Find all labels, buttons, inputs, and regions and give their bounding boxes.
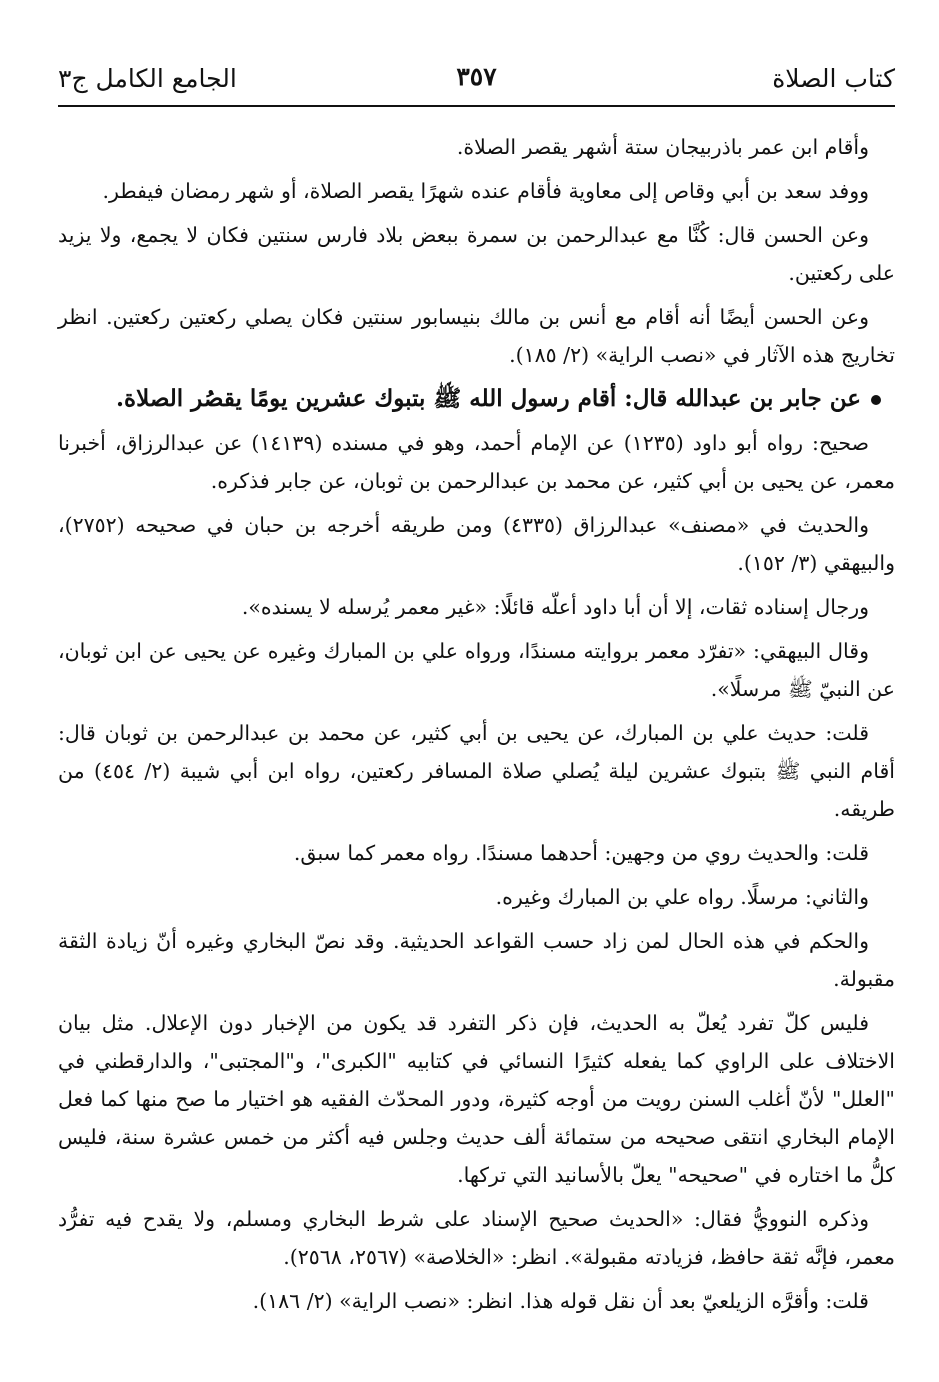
bullet-icon [871, 395, 881, 405]
series-title: الجامع الكامل ج٣ [58, 64, 237, 93]
paragraph: وذكره النوويُّ فقال: «الحديث صحيح الإسناد على شرط البخاري ومسلم، ولا يقدح فيه تفرُّد معمر، فإنَّه ثقة حافظ، فزيادته مقبولة». انظر: «الخلاصة» (٢٥٦٧، ٢٥٦٨). [58, 1207, 895, 1269]
paragraph: وأقام ابن عمر باذربيجان ستة أشهر يقصر الصلاة. [456, 135, 869, 159]
paragraph: صحيح: رواه أبو داود (١٢٣٥) عن الإمام أحمد، وهو في مسنده (١٤١٣٩) عن عبدالرزاق، أخبرنا معمر، عن يحيى بن أبي كثير، عن محمد بن عبدالرحمن بن ثوبان، عن جابر فذكره. [58, 431, 895, 493]
paragraph: قلت: وأقرَّه الزيلعيّ بعد أن نقل قوله هذا. انظر: «نصب الراية» (٢/ ١٨٦). [252, 1289, 869, 1313]
paragraph: والحكم في هذه الحال لمن زاد حسب القواعد الحديثية. وقد نصّ البخاري وغيره أنّ زيادة الثقة مقبولة. [58, 929, 895, 991]
paragraph: والثاني: مرسلًا. رواه علي بن المبارك وغيره. [495, 885, 869, 909]
paragraph: قلت: حديث علي بن المبارك، عن يحيى بن أبي كثير، عن محمد بن عبدالرحمن بن ثوبان قال: أقام النبي ﷺ بتبوك عشرين ليلة يُصلي صلاة المسافر ركعتين، رواه ابن أبي شيبة (٢/ ٤٥٤) من طريقه. [58, 721, 895, 821]
paragraph: قلت: والحديث روي من وجهين: أحدهما مسندًا. رواه معمر كما سبق. [293, 841, 869, 865]
paragraph: وقال البيهقي: «تفرّد معمر بروايته مسندًا، ورواه علي بن المبارك وغيره عن يحيى عن ابن ثوبان، عن النبيّ ﷺ مرسلًا». [58, 639, 895, 701]
page-header [58, 52, 895, 102]
paragraph: ورجال إسناده ثقات، إلا أن أبا داود أعلّه قائلًا: «غير معمر يُرسله لا يسنده». [241, 595, 869, 619]
page-body [58, 128, 895, 1326]
paragraph: وعن الحسن قال: كُنَّا مع عبدالرحمن بن سمرة ببعض بلاد فارس سنتين فكان لا يجمع، ولا يزيد على ركعتين. [58, 223, 895, 285]
hadith-text [58, 380, 895, 418]
book-title: كتاب الصلاة [772, 64, 895, 93]
paragraph: والحديث في «مصنف» عبدالرزاق (٤٣٣٥) ومن طريقه أخرجه بن حبان في صحيحه (٢٧٥٢)، والبيهقي (٣/ ١٥٢). [58, 513, 895, 575]
header-divider [58, 105, 895, 107]
page-number: ٣٥٧ [456, 62, 497, 91]
paragraph: فليس كلّ تفرد يُعلّ به الحديث، فإن ذكر التفرد قد يكون من الإخبار دون الإعلال. مثل بيان الاختلاف على الراوي كما يفعله كثيرًا النسائي في كتابيه "الكبرى"، و"المجتبى"، والدارقطني في "العلل" لأنّ أغلب السنن رويت من أوجه كثيرة، ودور المحدّث الفقيه هو اختيار ما صح منها كما فعل الإمام البخاري انتقى صحيحه من ستمائة ألف حديث وجلس فيه أكثر من خمس عشرة سنة، فليس كلُّ ما اختاره في "صحيحه" يعلّ بالأسانيد التي تركها. [58, 1011, 895, 1187]
hadith-body: عن جابر بن عبدالله قال: أقام رسول الله ﷺ بتبوك عشرين يومًا يقصُر الصلاة. [116, 385, 861, 412]
paragraph: ووفد سعد بن أبي وقاص إلى معاوية فأقام عنده شهرًا يقصر الصلاة، أو شهر رمضان فيفطر. [102, 179, 869, 203]
paragraph: وعن الحسن أيضًا أنه أقام مع أنس بن مالك بنيسابور سنتين فكان يصلي ركعتين ركعتين. انظر تخاريج هذه الآثار في «نصب الراية» (٢/ ١٨٥). [58, 305, 895, 367]
